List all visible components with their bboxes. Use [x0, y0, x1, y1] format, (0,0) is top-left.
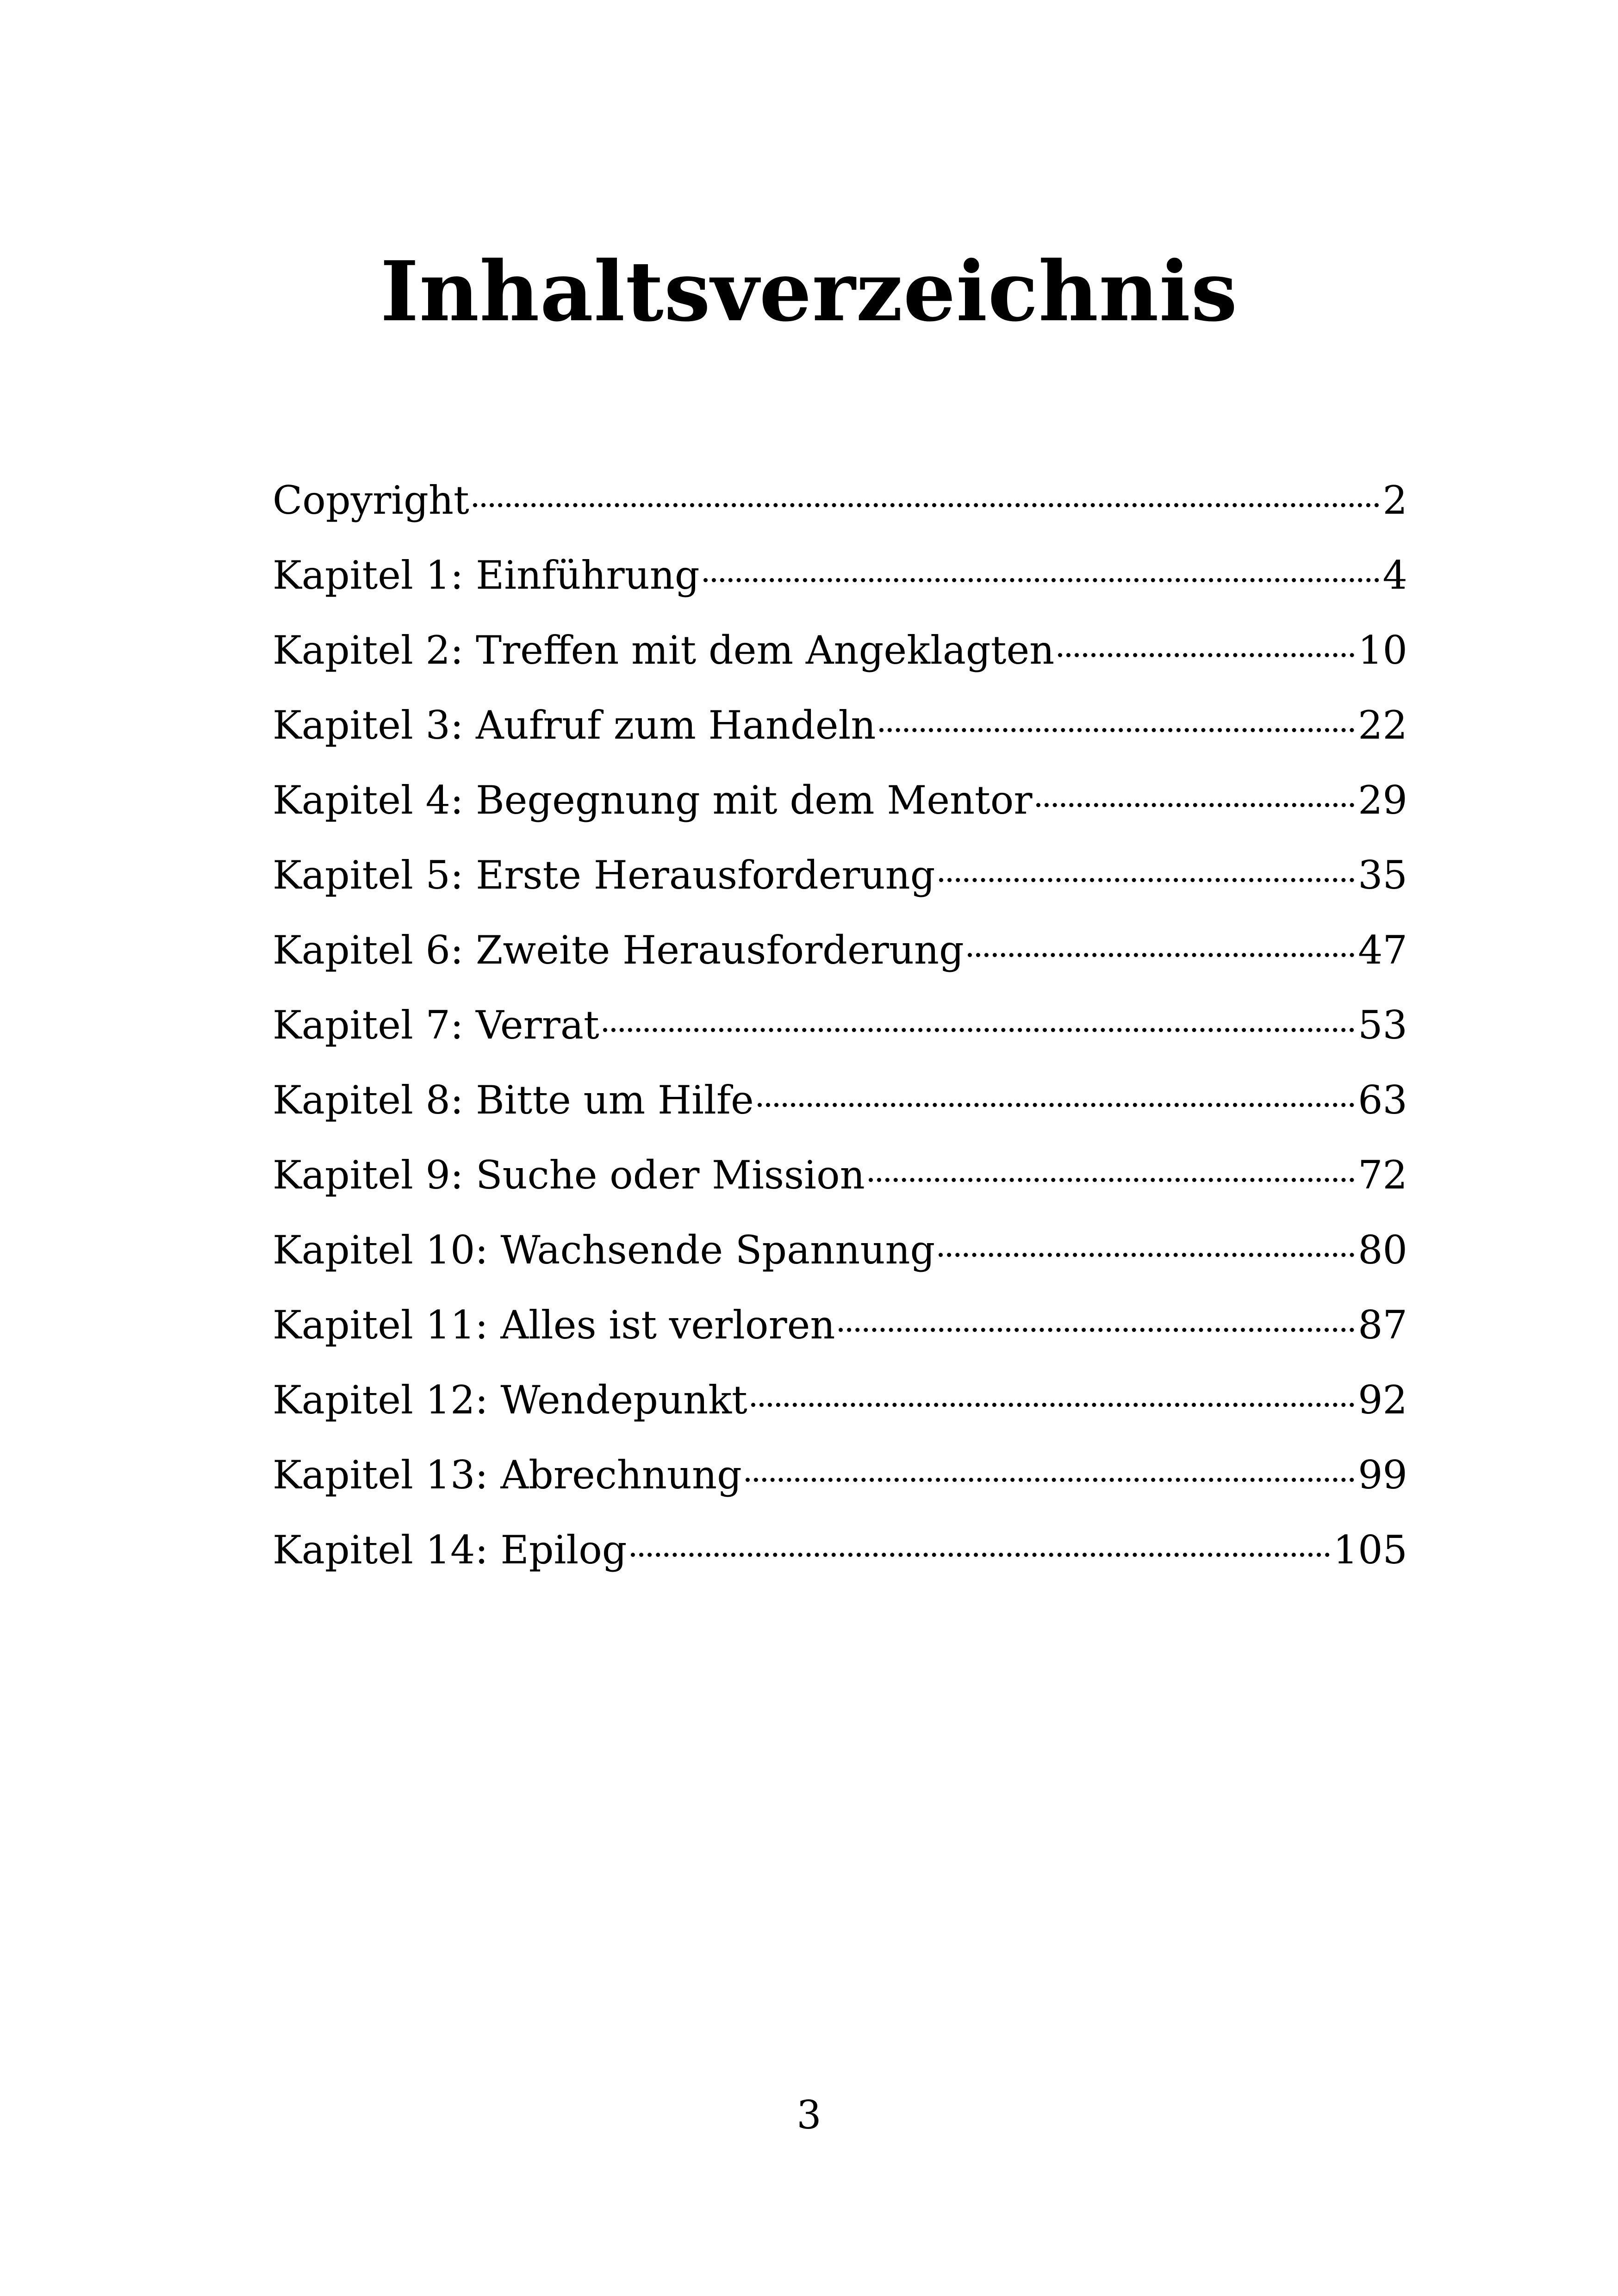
toc-entry-label: Kapitel 5: Erste Herausforderung: [273, 852, 935, 898]
toc-entry-label: Kapitel 11: Alles ist verloren: [273, 1302, 835, 1348]
toc-entry-label: Copyright: [273, 478, 469, 523]
toc-entry-label: Kapitel 3: Aufruf zum Handeln: [273, 703, 876, 748]
dot-leader: [1058, 614, 1354, 657]
toc-entry[interactable]: [273, 913, 1407, 988]
toc-entry-page: 29: [1358, 778, 1407, 823]
toc-entry[interactable]: [273, 838, 1407, 913]
toc-entry[interactable]: [273, 988, 1407, 1063]
table-of-contents: [273, 463, 1407, 1587]
toc-entry-page: 4: [1382, 553, 1407, 598]
toc-entry[interactable]: [273, 763, 1407, 838]
toc-entry[interactable]: [273, 613, 1407, 688]
toc-entry-label: Kapitel 13: Abrechnung: [273, 1452, 742, 1498]
toc-entry-label: Kapitel 12: Wendepunkt: [273, 1377, 747, 1423]
toc-entry-page: 53: [1358, 1002, 1407, 1048]
toc-entry-page: 35: [1358, 852, 1407, 898]
toc-entry-label: Kapitel 7: Verrat: [273, 1002, 599, 1048]
toc-entry-page: 80: [1358, 1227, 1407, 1273]
dot-leader: [839, 1289, 1354, 1332]
toc-entry-page: 22: [1358, 703, 1407, 748]
toc-entry[interactable]: [273, 1512, 1407, 1587]
toc-entry-label: Kapitel 6: Zweite Herausforderung: [273, 927, 964, 973]
dot-leader: [631, 1514, 1330, 1557]
toc-entry-label: Kapitel 10: Wachsende Spannung: [273, 1227, 935, 1273]
page-title: Inhaltsverzeichnis: [380, 243, 1238, 340]
dot-leader: [751, 1364, 1354, 1407]
toc-entry[interactable]: [273, 1363, 1407, 1437]
toc-entry-page: 87: [1358, 1302, 1407, 1348]
toc-entry-label: Kapitel 1: Einführung: [273, 553, 700, 598]
dot-leader: [939, 1214, 1354, 1257]
page-number: 3: [797, 2092, 821, 2138]
toc-entry[interactable]: [273, 1213, 1407, 1288]
toc-entry-page: 63: [1358, 1077, 1407, 1123]
dot-leader: [603, 989, 1354, 1032]
toc-entry[interactable]: [273, 1063, 1407, 1138]
toc-entry-page: 99: [1358, 1452, 1407, 1498]
toc-entry[interactable]: [273, 1138, 1407, 1213]
toc-entry-page: 47: [1358, 927, 1407, 973]
toc-entry-label: Kapitel 14: Epilog: [273, 1527, 627, 1573]
dot-leader: [968, 914, 1354, 957]
toc-entry-page: 2: [1382, 478, 1407, 523]
toc-entry-label: Kapitel 4: Begegnung mit dem Mentor: [273, 778, 1033, 823]
dot-leader: [869, 1139, 1354, 1182]
toc-entry[interactable]: [273, 463, 1407, 538]
toc-entry-page: 10: [1358, 628, 1407, 673]
dot-leader: [1036, 764, 1355, 807]
dot-leader: [879, 689, 1354, 732]
toc-entry[interactable]: [273, 538, 1407, 613]
toc-entry-page: 72: [1358, 1152, 1407, 1198]
toc-entry-label: Kapitel 8: Bitte um Hilfe: [273, 1077, 754, 1123]
dot-leader: [746, 1439, 1354, 1482]
dot-leader: [473, 464, 1379, 507]
toc-entry[interactable]: [273, 1288, 1407, 1363]
toc-entry-label: Kapitel 9: Suche oder Mission: [273, 1152, 865, 1198]
dot-leader: [703, 539, 1379, 582]
toc-entry[interactable]: [273, 688, 1407, 763]
toc-entry-page: 105: [1333, 1527, 1407, 1573]
dot-leader: [758, 1064, 1354, 1107]
toc-entry-label: Kapitel 2: Treffen mit dem Angeklagten: [273, 628, 1055, 673]
dot-leader: [939, 839, 1355, 882]
toc-entry-page: 92: [1358, 1377, 1407, 1423]
toc-entry[interactable]: [273, 1437, 1407, 1512]
